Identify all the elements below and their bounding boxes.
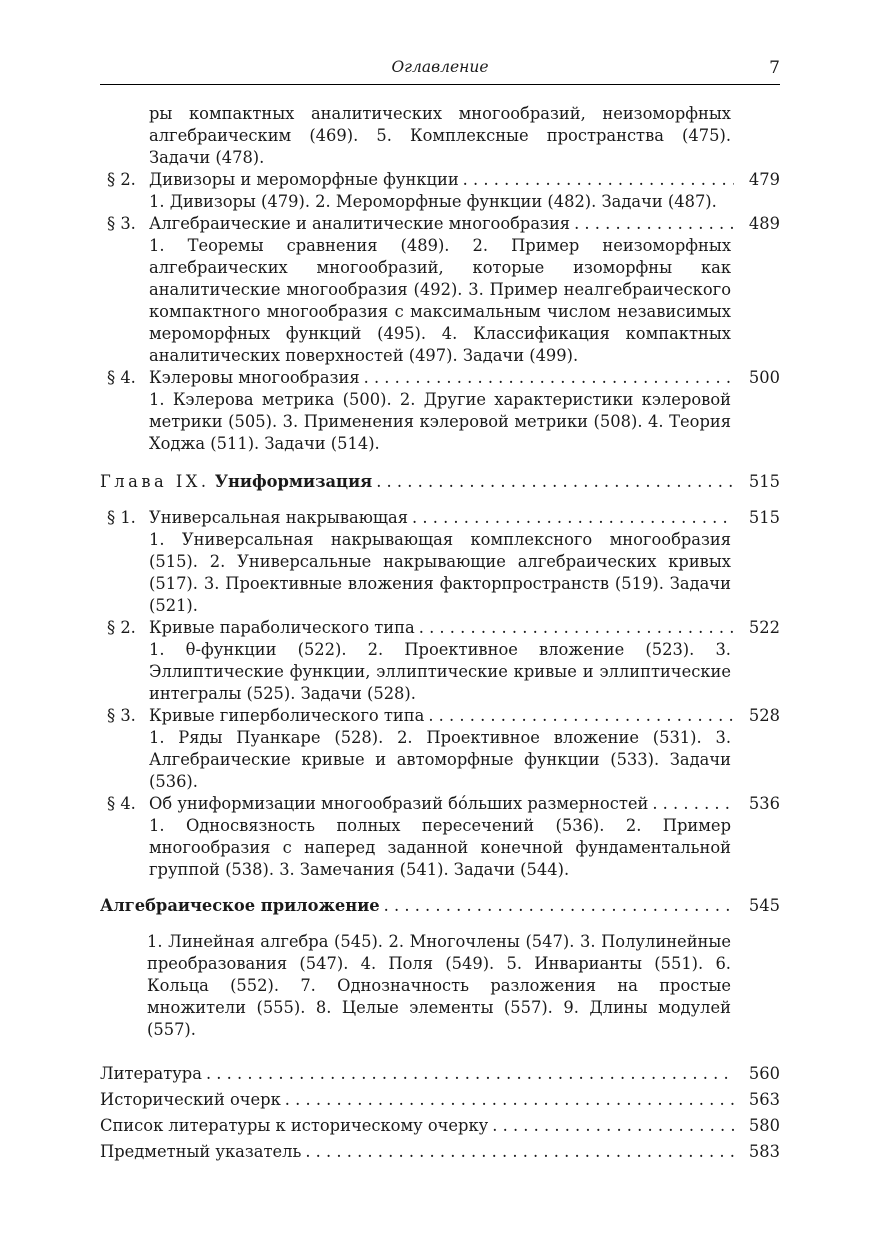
section-title: Об униформизации многообразий бóльших размерностей: [149, 794, 649, 813]
section-title: Кривые параболического типа: [149, 618, 415, 637]
toc-section: [100, 507, 780, 617]
section-page: 536: [748, 794, 780, 813]
leader-dots: [428, 705, 734, 727]
toc-section: [100, 169, 780, 213]
section-title: Алгебраические и аналитические многообразия: [149, 214, 571, 233]
backmatter-page: 563: [748, 1090, 780, 1109]
backmatter-page: 580: [748, 1116, 780, 1135]
backmatter-page: 583: [748, 1142, 780, 1161]
section-page: 500: [748, 368, 780, 387]
section-description: 1. Универсальная накрывающая комплексного многообразия (515). 2. Универсальные накрывающие алгебраических кривых (517). 3. Проективные вложения факторпространств (519). Задачи (521).: [149, 530, 731, 615]
section-mark: § 3.: [107, 706, 136, 725]
toc-section: [100, 705, 780, 793]
toc-section: [100, 367, 780, 455]
toc-section: [100, 617, 780, 705]
section-continuation: ры компактных аналитических многообразий, неизоморфных алгебраическим (469). 5. Комплексные пространства (475). Задачи (478).: [149, 104, 731, 167]
leader-dots: [492, 1115, 734, 1137]
section-description: 1. Теоремы сравнения (489). 2. Пример неизоморфных алгебраических многообразий, которые изоморфны как аналитические многообразия (492). 3. Пример неалгебраического компактного многообразия с максимальным числом независимых мероморфных функций (495). 4. Классификация компактных аналитических поверхностей (497). Задачи (499).: [149, 236, 731, 365]
toc-section: [100, 793, 780, 881]
leader-dots: [384, 895, 734, 917]
section-page: 522: [748, 618, 780, 637]
section-title: Универсальная накрывающая: [149, 508, 409, 527]
backmatter-entry: [100, 1089, 780, 1115]
section-mark: § 4.: [107, 794, 136, 813]
section-description: 1. θ-функции (522). 2. Проективное вложение (523). 3. Эллиптические функции, эллиптические кривые и эллиптические интегралы (525). Задачи (528).: [149, 640, 731, 703]
section-title: Кэлеровы многообразия: [149, 368, 360, 387]
leader-dots: [285, 1089, 734, 1111]
toc-section: [100, 213, 780, 367]
leader-dots: [463, 169, 734, 191]
toc-section-group-b: [100, 507, 780, 881]
section-mark: § 2.: [107, 618, 136, 637]
table-of-contents: [100, 103, 780, 1167]
chapter-title: Униформизация: [214, 472, 373, 491]
backmatter-title: Литература: [100, 1064, 202, 1083]
chapter-heading: [100, 471, 780, 493]
section-title: Кривые гиперболического типа: [149, 706, 425, 725]
section-mark: § 4.: [107, 368, 136, 387]
section-description: 1. Дивизоры (479). 2. Мероморфные функции (482). Задачи (487).: [149, 192, 717, 211]
chapter-number: Глава IX.: [100, 472, 210, 491]
page-number: 7: [769, 58, 780, 78]
backmatter-entry: [100, 1115, 780, 1141]
toc-section-group-a: [100, 169, 780, 455]
backmatter-title: Предметный указатель: [100, 1142, 302, 1161]
chapter-page: 515: [748, 472, 780, 491]
section-page: 515: [748, 508, 780, 527]
page-header: [100, 58, 780, 82]
backmatter-list: [100, 1063, 780, 1167]
section-title: Дивизоры и мероморфные функции: [149, 170, 459, 189]
section-mark: § 2.: [107, 170, 136, 189]
section-page: 479: [748, 170, 780, 189]
leader-dots: [206, 1063, 734, 1085]
leader-dots: [376, 471, 734, 493]
section-page: 489: [748, 214, 780, 233]
leader-dots: [364, 367, 734, 389]
backmatter-page: 560: [748, 1064, 780, 1083]
leader-dots: [419, 617, 734, 639]
header-rule: [100, 84, 780, 85]
appendix-title: Алгебраическое приложение: [100, 896, 380, 915]
appendix-page: 545: [748, 896, 780, 915]
leader-dots: [305, 1141, 734, 1163]
backmatter-entry: [100, 1063, 780, 1089]
section-description: 1. Односвязность полных пересечений (536). 2. Пример многообразия с наперед заданной конечной фундаментальной группой (538). 3. Замечания (541). Задачи (544).: [149, 816, 731, 879]
leader-dots: [652, 793, 734, 815]
backmatter-entry: [100, 1141, 780, 1167]
section-mark: § 1.: [107, 508, 136, 527]
section-mark: § 3.: [107, 214, 136, 233]
appendix-description: 1. Линейная алгебра (545). 2. Многочлены (547). 3. Полулинейные преобразования (547). 4. Поля (549). 5. Инварианты (551). 6. Кольца (552). 7. Однозначность разложения на простые множители (555). 8. Целые элементы (557). 9. Длины модулей (557).: [147, 932, 731, 1039]
backmatter-title: Список литературы к историческому очерку: [100, 1116, 489, 1135]
section-description: 1. Ряды Пуанкаре (528). 2. Проективное вложение (531). 3. Алгебраические кривые и автоморфные функции (533). Задачи (536).: [149, 728, 731, 791]
leader-dots: [574, 213, 734, 235]
section-description: 1. Кэлерова метрика (500). 2. Другие характеристики кэлеровой метрики (505). 3. Применения кэлеровой метрики (508). 4. Теория Ходжа (511). Задачи (514).: [149, 390, 731, 453]
backmatter-title: Исторический очерк: [100, 1090, 281, 1109]
running-title: Оглавление: [391, 58, 489, 76]
appendix-heading: [100, 895, 780, 917]
leader-dots: [412, 507, 734, 529]
section-page: 528: [748, 706, 780, 725]
